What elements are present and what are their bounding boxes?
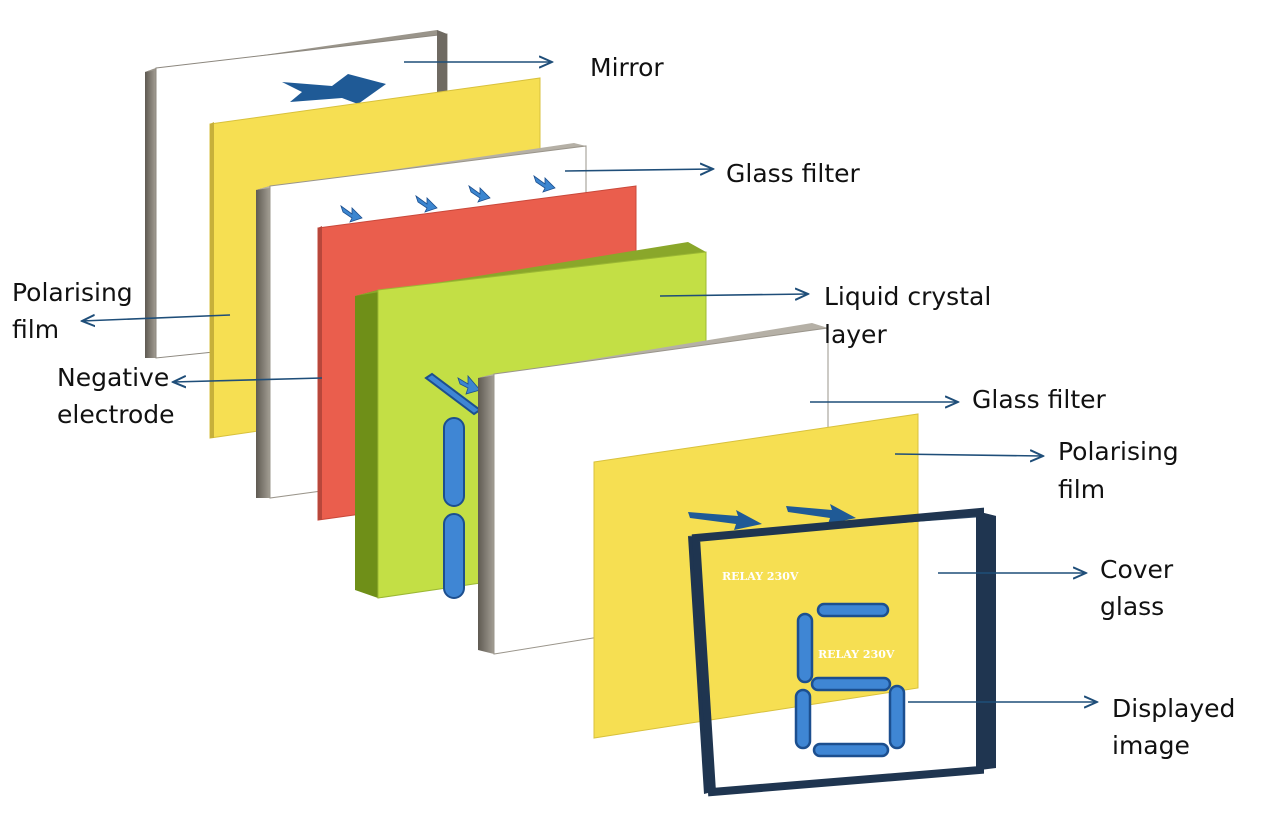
relay-stamp-front: RELAY 230V (818, 648, 895, 661)
label-cover-glass-line2: glass (1100, 592, 1165, 621)
label-negative-electrode-line1: Negative (57, 363, 170, 392)
label-cover-glass-line1: Cover (1100, 555, 1174, 584)
label-glass-filter-top: Glass filter (726, 159, 860, 188)
label-polarising-film-left-line2: film (12, 315, 60, 344)
label-polarising-film-right-line2: film (1058, 475, 1106, 504)
label-liquid-crystal-line1: Liquid crystal (824, 282, 992, 311)
label-polarising-film-left-line1: Polarising (12, 278, 133, 307)
glass-filter-top-pointer (565, 169, 713, 171)
label-displayed-image-line1: Displayed (1112, 694, 1236, 723)
label-displayed-image-line2: image (1112, 731, 1190, 760)
label-negative-electrode-line2: electrode (57, 400, 175, 429)
relay-stamp-back: RELAY 230V (722, 570, 799, 583)
label-polarising-film-right-line1: Polarising (1058, 437, 1179, 466)
label-liquid-crystal-line2: layer (824, 320, 887, 349)
label-mirror: Mirror (590, 53, 664, 82)
label-glass-filter-bottom: Glass filter (972, 385, 1106, 414)
